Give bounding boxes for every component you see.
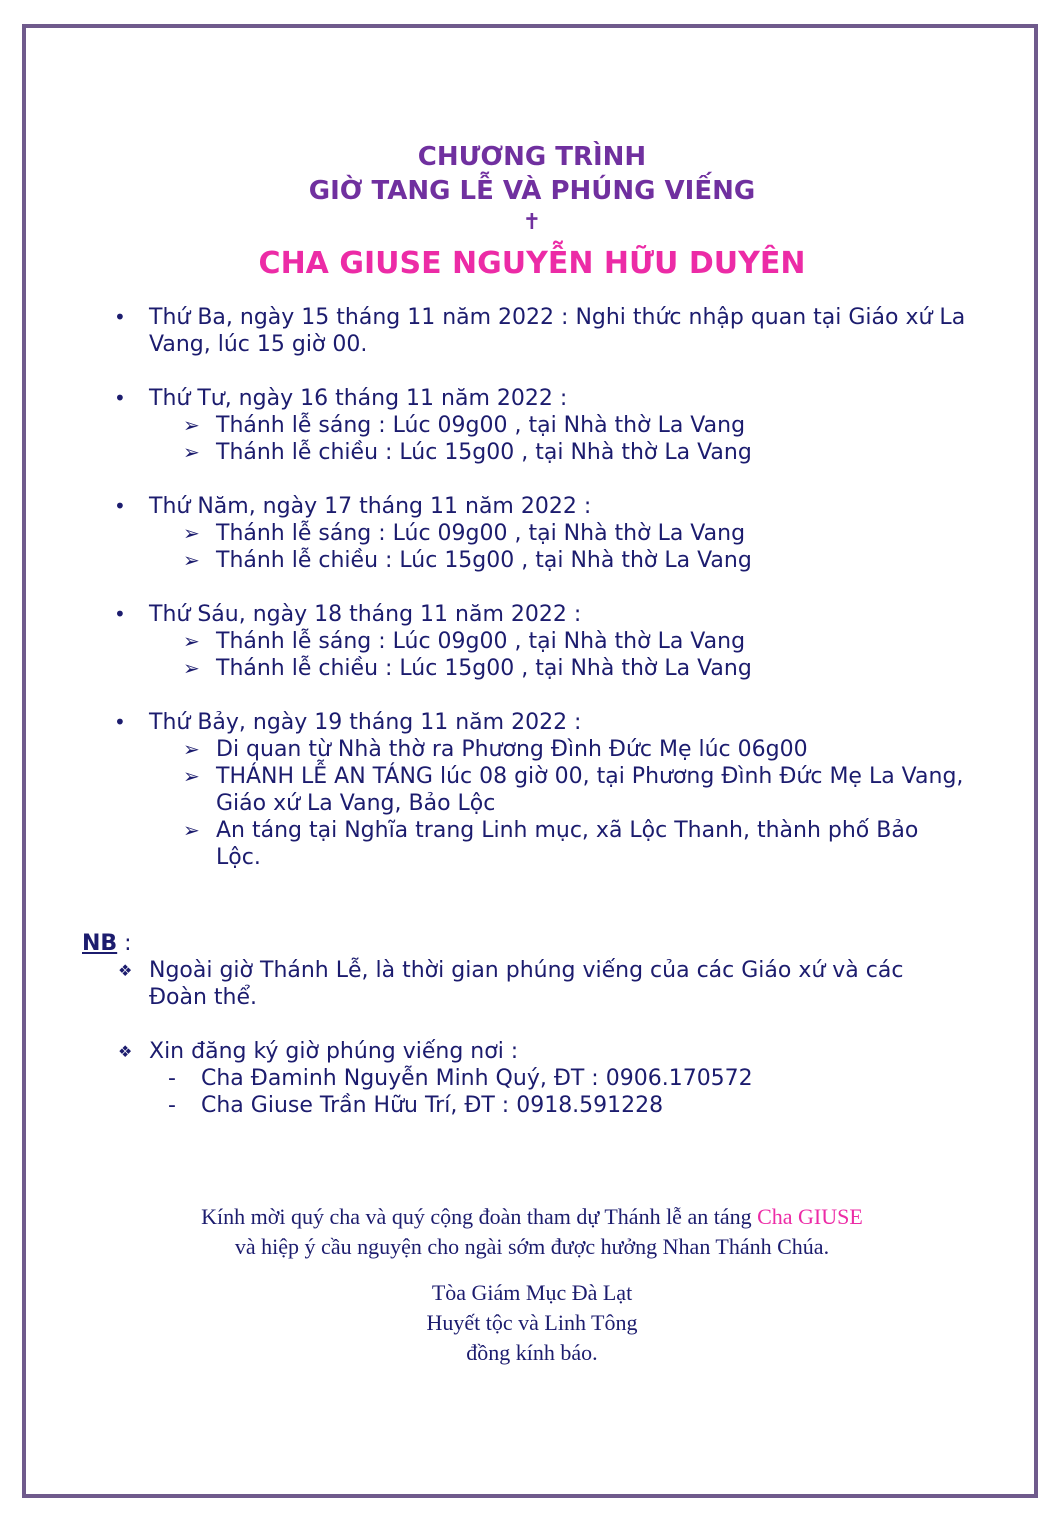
prayer-line: và hiệp ý cầu nguyện cho ngài sớm được hưởng Nhan Thánh Chúa. <box>234 1234 830 1259</box>
invitation-line <box>0 1202 1064 1232</box>
day-text: Thứ Năm, ngày 17 tháng 11 năm 2022 : <box>149 494 592 519</box>
note-item <box>0 957 1064 1011</box>
contact-text: Cha Đaminh Nguyễn Minh Quý, ĐT : 0906.170572 <box>201 1066 753 1091</box>
dash-icon: - <box>168 1066 176 1091</box>
priest-name: CHA GIUSE NGUYỄN HỮU DUYÊN <box>258 246 806 281</box>
bullet-icon: • <box>114 494 126 518</box>
cross-icon: ✝ <box>522 210 542 235</box>
arrow-icon: ➢ <box>183 737 200 761</box>
arrow-icon: ➢ <box>183 521 200 545</box>
schedule-item: Thánh lễ sáng : Lúc 09g00 , tại Nhà thờ La Vang <box>216 521 746 546</box>
contact-item <box>0 1065 1064 1092</box>
note-text: Ngoài giờ Thánh Lễ, là thời gian phúng viếng của các Giáo xứ và các Đoàn thể. <box>149 958 904 1010</box>
dash-icon: - <box>168 1093 176 1118</box>
note-item <box>0 1038 1064 1065</box>
day-text: Thứ Sáu, ngày 18 tháng 11 năm 2022 : <box>149 602 582 627</box>
schedule-item: Di quan từ Nhà thờ ra Phương Đình Đức Mẹ lúc 06g00 <box>216 737 808 762</box>
arrow-icon: ➢ <box>183 764 200 788</box>
schedule-item: Thánh lễ chiều : Lúc 15g00 , tại Nhà thờ La Vang <box>216 656 752 681</box>
arrow-icon: ➢ <box>183 440 200 464</box>
bullet-icon: • <box>114 386 126 410</box>
note-text: Xin đăng ký giờ phúng viếng nơi : <box>149 1039 519 1064</box>
program-title: CHƯƠNG TRÌNH <box>417 142 647 172</box>
day-text: Thứ Tư, ngày 16 tháng 11 năm 2022 : <box>149 386 568 411</box>
signature-line: đồng kính báo. <box>466 1340 598 1365</box>
arrow-icon: ➢ <box>183 629 200 653</box>
signature-line: Huyết tộc và Linh Tông <box>426 1310 638 1335</box>
schedule-day <box>0 304 1064 358</box>
nb-heading <box>82 930 132 957</box>
day-text: Thứ Bảy, ngày 19 tháng 11 năm 2022 : <box>149 710 582 735</box>
title-block <box>0 140 1064 284</box>
arrow-icon: ➢ <box>183 413 200 437</box>
schedule-day <box>0 709 1064 871</box>
invitation-text: Kính mời quý cha và quý cộng đoàn tham dự Thánh lễ an táng <box>201 1204 758 1229</box>
schedule-item: THÁNH LỄ AN TÁNG lúc 08 giờ 00, tại Phương Đình Đức Mẹ La Vang, Giáo xứ La Vang, Bảo Lộc <box>216 764 964 816</box>
nb-colon: : <box>117 931 132 956</box>
diamond-icon: ❖ <box>118 961 133 980</box>
schedule-item: Thánh lễ chiều : Lúc 15g00 , tại Nhà thờ La Vang <box>216 548 752 573</box>
contact-text: Cha Giuse Trần Hữu Trí, ĐT : 0918.591228 <box>201 1093 664 1118</box>
diamond-icon: ❖ <box>118 1042 133 1061</box>
schedule-day <box>0 385 1064 466</box>
bullet-icon: • <box>114 710 126 734</box>
invitation-highlight: Cha GIUSE <box>757 1204 863 1229</box>
signature-line: Tòa Giám Mục Đà Lạt <box>431 1280 633 1305</box>
program-subtitle: GIỜ TANG LỄ VÀ PHÚNG VIẾNG <box>308 176 756 206</box>
bullet-icon: • <box>114 305 126 329</box>
schedule-item: Thánh lễ sáng : Lúc 09g00 , tại Nhà thờ La Vang <box>216 413 746 438</box>
schedule-list <box>0 304 1064 898</box>
arrow-icon: ➢ <box>183 818 200 842</box>
schedule-item: An táng tại Nghĩa trang Linh mục, xã Lộc Thanh, thành phố Bảo Lộc. <box>216 818 919 870</box>
arrow-icon: ➢ <box>183 548 200 572</box>
bullet-icon: • <box>114 602 126 626</box>
arrow-icon: ➢ <box>183 656 200 680</box>
contact-item <box>0 1092 1064 1119</box>
notes-list <box>0 957 1064 1119</box>
day-text: Thứ Ba, ngày 15 tháng 11 năm 2022 : Nghi thức nhập quan tại Giáo xứ La Vang, lúc 15 giờ 00. <box>149 305 966 357</box>
schedule-day <box>0 493 1064 574</box>
schedule-day <box>0 601 1064 682</box>
schedule-item: Thánh lễ chiều : Lúc 15g00 , tại Nhà thờ La Vang <box>216 440 752 465</box>
closing-block <box>0 1202 1064 1368</box>
nb-label: NB <box>82 931 118 956</box>
schedule-item: Thánh lễ sáng : Lúc 09g00 , tại Nhà thờ La Vang <box>216 629 746 654</box>
